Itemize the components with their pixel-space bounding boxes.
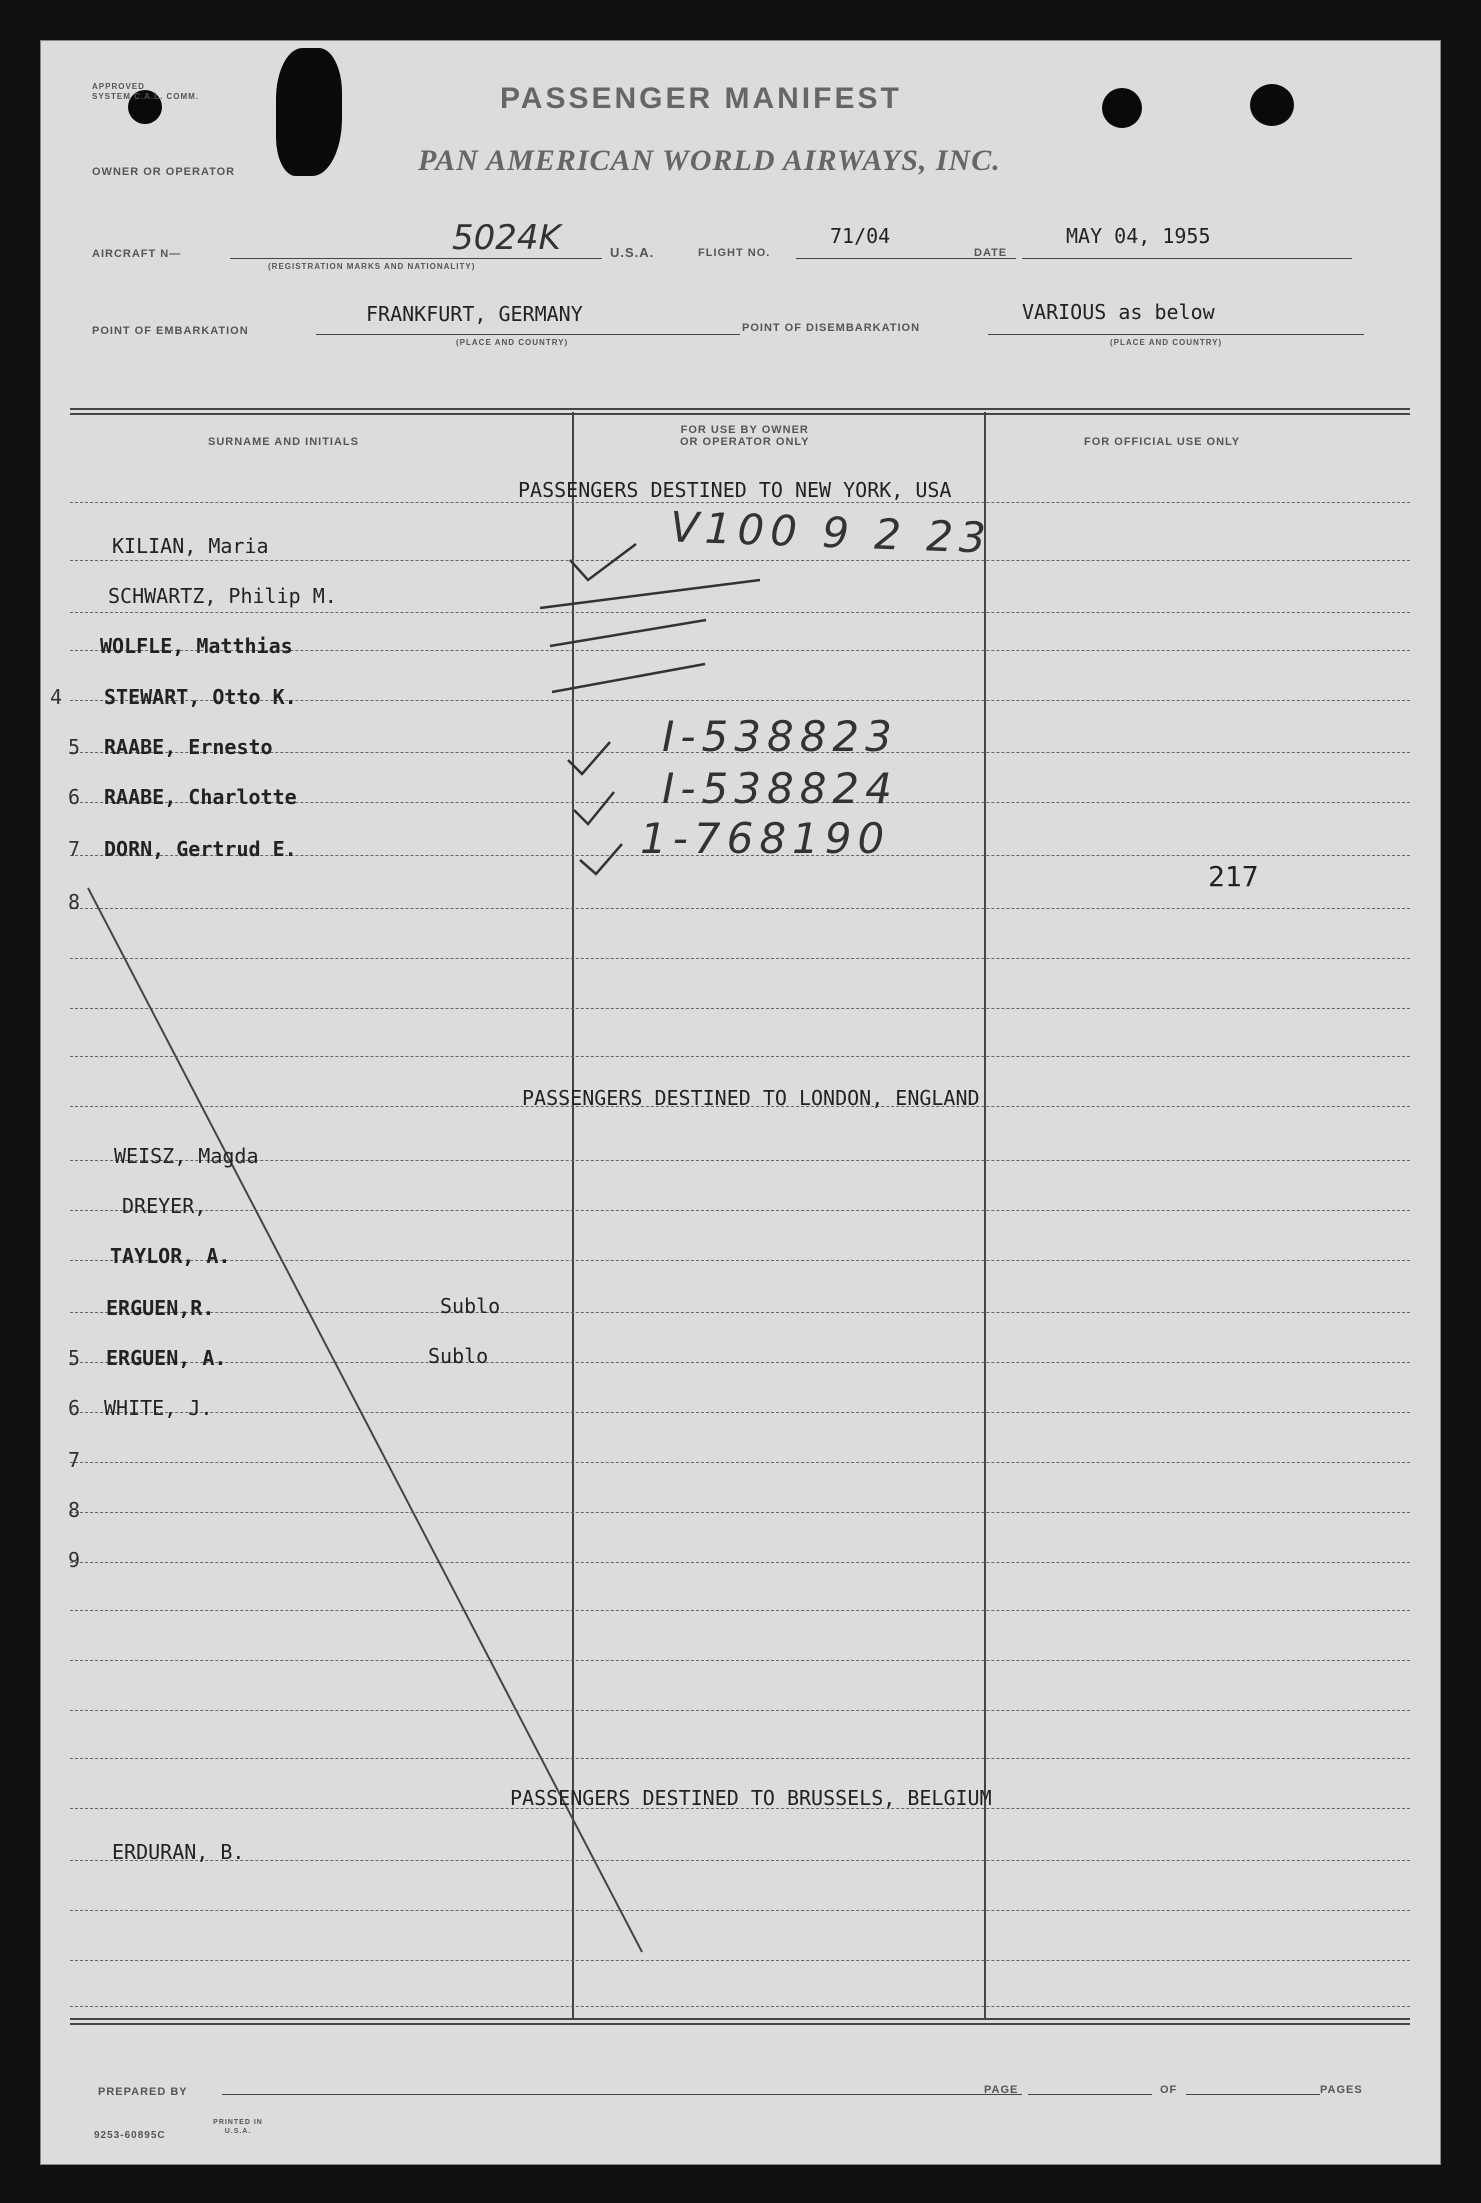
embark-value: FRANKFURT, GERMANY	[366, 302, 583, 326]
passenger-note: Sublo	[428, 1344, 489, 1368]
row-number: 4	[50, 685, 63, 709]
form-number: 9253-60895C	[94, 2130, 166, 2141]
of-line	[1186, 2094, 1320, 2095]
passenger-name: ERDURAN, B.	[112, 1840, 245, 1864]
row-number: 7	[68, 837, 81, 861]
approval-stamp: APPROVED SYSTEM C.A.L. COMM.	[92, 82, 199, 101]
usa-label: U.S.A.	[610, 245, 655, 260]
aircraft-value: 5024K	[452, 218, 561, 258]
passenger-name: TAYLOR, A.	[110, 1244, 231, 1268]
owner-value: PAN AMERICAN WORLD AIRWAYS, INC.	[418, 144, 1001, 177]
flight-value: 71/04	[830, 224, 891, 248]
row-number: 6	[68, 1396, 81, 1420]
disembark-label: POINT OF DISEMBARKATION	[742, 322, 921, 334]
passenger-name: RAABE, Ernesto	[104, 735, 273, 759]
row-number: 5	[68, 735, 81, 759]
date-label: DATE	[974, 247, 1008, 259]
prepared-by-line	[222, 2094, 1022, 2095]
handwritten-visa-number: V100 9 2 23	[669, 502, 993, 563]
row-number: 5	[68, 1346, 81, 1370]
disembark-value: VARIOUS as below	[1022, 300, 1215, 324]
pages-label: PAGES	[1320, 2084, 1363, 2096]
passenger-note: Sublo	[440, 1294, 501, 1318]
page-line	[1028, 2094, 1152, 2095]
handwritten-visa-number: I-538824	[662, 764, 898, 813]
manifest-sheet	[40, 40, 1441, 2165]
row-number: 6	[68, 785, 81, 809]
passenger-name: SCHWARTZ, Philip M.	[108, 584, 337, 608]
row-number: 8	[68, 1498, 81, 1522]
row-number: 8	[68, 890, 81, 914]
row-number: 9	[68, 1548, 81, 1572]
passenger-name: DREYER,	[122, 1194, 207, 1218]
col-header-surname: SURNAME AND INITIALS	[208, 436, 359, 448]
passenger-name: ERGUEN,R.	[106, 1296, 215, 1320]
flight-label: FLIGHT NO.	[698, 247, 771, 259]
passenger-name: KILIAN, Maria	[112, 534, 269, 558]
prepared-by-label: PREPARED BY	[98, 2086, 188, 2098]
passenger-name: STEWART, Otto K.	[104, 685, 297, 709]
of-label: OF	[1160, 2084, 1178, 2096]
date-value: MAY 04, 1955	[1066, 224, 1211, 248]
section-heading-brussels: PASSENGERS DESTINED TO BRUSSELS, BELGIUM	[510, 1786, 992, 1810]
passenger-name: WOLFLE, Matthias	[100, 634, 293, 658]
official-note: 217	[1208, 860, 1259, 893]
passenger-name: WEISZ, Magda	[114, 1144, 259, 1168]
section-heading-london: PASSENGERS DESTINED TO LONDON, ENGLAND	[522, 1086, 980, 1110]
page-label: PAGE	[984, 2084, 1019, 2096]
passenger-name: ERGUEN, A.	[106, 1346, 227, 1370]
aircraft-label: AIRCRAFT N—	[92, 248, 182, 260]
handwritten-visa-number: I-538823	[662, 712, 898, 761]
form-title: PASSENGER MANIFEST	[500, 82, 902, 115]
printed-in-usa-stamp: PRINTED IN U.S.A.	[213, 2119, 263, 2135]
disembark-caption: (PLACE AND COUNTRY)	[1110, 338, 1223, 347]
col-header-official: FOR OFFICIAL USE ONLY	[1084, 436, 1241, 448]
registration-caption: (REGISTRATION MARKS AND NATIONALITY)	[268, 262, 476, 271]
passenger-name: RAABE, Charlotte	[104, 785, 297, 809]
owner-label: OWNER OR OPERATOR	[92, 166, 236, 178]
col-header-owner-use: FOR USE BY OWNER OR OPERATOR ONLY	[680, 424, 810, 448]
handwritten-visa-number: 1-768190	[640, 814, 891, 863]
embark-caption: (PLACE AND COUNTRY)	[456, 338, 569, 347]
passenger-name: WHITE, J.	[104, 1396, 213, 1420]
row-number: 7	[68, 1448, 81, 1472]
section-heading-new-york: PASSENGERS DESTINED TO NEW YORK, USA	[518, 478, 952, 502]
embark-label: POINT OF EMBARKATION	[92, 325, 249, 337]
passenger-name: DORN, Gertrud E.	[104, 837, 297, 861]
